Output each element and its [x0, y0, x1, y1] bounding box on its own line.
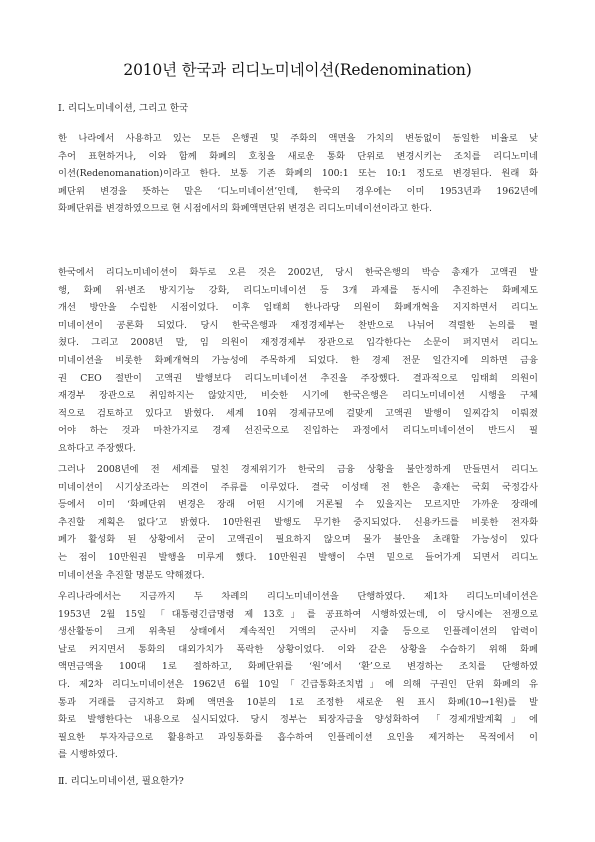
- paragraph-crisis: [58, 461, 538, 584]
- paragraph-line: 를 시행하였다.: [58, 749, 118, 761]
- paragraph-line: 적으로 검토하고 있다고 밝혔다. 세계 10위 경제규모에 걸맞게 고액권 발행이 일찌감치 이뤄졌: [58, 407, 538, 419]
- paragraph-line: 미네이션이 시기상조라는 의견이 주류를 이루었다. 결국 이성태 전 한은 총재는 국회 국정감사: [58, 481, 538, 493]
- paragraph-line: 요하다고 주장했다.: [58, 442, 136, 454]
- paragraph-line: 개선 방안을 수립한 시점이었다. 이후 임태희 한나라당 의원이 화폐개혁을 지지하면서 리디노: [58, 302, 538, 314]
- paragraph-past-redenominations: [58, 588, 538, 764]
- paragraph-line: 폐단위 변경을 뜻하는 말은 ‘디노미네이션’인데, 한국의 경우에는 이미 1953년과 1962년에: [58, 185, 538, 197]
- paragraph-line: 미네이션을 추진할 명분도 약해졌다.: [58, 569, 205, 581]
- paragraph-line: 어야 하는 것과 마찬가지로 경제 선진국으로 진입하는 과정에서 리디노미네이션이 반드시 필: [58, 425, 538, 437]
- paragraph-line: 등에서 이미 ‘화폐단위 변경은 장래 어떤 시기에 거론될 수 있을지는 모르지만 가까운 장래에: [58, 499, 538, 511]
- paragraph-line: 이션(Redenomanation)이라고 한다. 보통 기존 화폐의 100:1 또는 10:1 정도로 변경된다. 원래 화: [58, 168, 538, 180]
- paragraph-definition: [58, 130, 538, 218]
- paragraph-line: 통과 거래를 금지하고 화폐 액면을 10분의 1로 조정한 새로운 원 표시 화폐(10→1원)를 발: [58, 696, 538, 708]
- paragraph-line: 화로 발행한다는 내용으로 실시되었다. 당시 정부는 퇴장자금을 양성화하여 「경제개발계획」에: [58, 714, 538, 726]
- paragraph-line: 미네이션을 비롯한 화폐개혁의 가능성에 주목하게 되었다. 한 경제 전문 일간지에 의하면 금융: [58, 354, 538, 366]
- paragraph-line: 1953년 2월 15일 「대통령긴급명령 제 13호」를 공표하여 시행하였는데, 이 당시에는 전쟁으로: [58, 608, 538, 620]
- paragraph-line: 추진할 계획은 없다’고 밝혔다. 10만원권 발행도 무기한 중지되었다. 신용카드를 비롯한 전자화: [58, 516, 538, 528]
- paragraph-line: 그러나 2008년에 전 세계를 덮친 경제위기가 한국의 금융 상황을 불안정하게 만들면서 리디노: [58, 464, 538, 475]
- paragraph-line: 재경부 장관으로 취임하지는 않았지만, 비슷한 시기에 한국은행은 리디노미네이션 시행을 구체: [58, 390, 538, 402]
- paragraph-line: 필요한 투자자금으로 활용하고 과잉통화를 흡수하여 인플레이션 요인을 제거하는 목적에서 이: [58, 731, 538, 743]
- document-title: 2010년 한국과 리디노미네이션(Redenomination): [123, 61, 472, 79]
- paragraph-line: 쳤다. 그리고 2008년 말, 임 의원이 재정경제부 장관으로 입각한다는 소문이 퍼지면서 리디노: [58, 337, 538, 349]
- paragraph-korea-history: [58, 264, 538, 458]
- paragraph-line: 미네이션이 공론화 되었다. 당시 한국은행과 재정경제부는 찬반으로 나뉘어 격렬한 논의를 펼: [58, 319, 538, 331]
- paragraph-line: 폐가 활성화 된 상황에서 굳이 고액권이 필요하지 않으며 물가 불안을 초래할 가능성이 있다: [58, 534, 538, 546]
- paragraph-line: 행, 화폐 위·변조 방지기능 강화, 리디노미네이션 등 3개 과제를 동시에 추진하는 화폐제도: [58, 284, 538, 296]
- paragraph-line: 권 CEO 절반이 고액권 발행보다 리디노미네이션 추진을 주장했다. 결과적으로 임태희 의원이: [58, 372, 538, 384]
- paragraph-line: 생산활동이 크게 위축된 상태에서 계속적인 거액의 군사비 지출 등으로 인플레이션의 압력이: [58, 626, 538, 638]
- section-heading-2: Ⅱ. 리디노미네이션, 필요한가?: [58, 776, 184, 787]
- paragraph-line: 다. 제2차 리디노미네이션은 1962년 6월 10일「긴급통화조치법」에 의해 구권인 단위 화폐의 유: [58, 678, 538, 690]
- paragraph-line: 한 나라에서 사용하고 있는 모든 은행권 및 주화의 액면을 가치의 변동없이 동일한 비율로 낮: [58, 133, 538, 144]
- section-heading-1: Ⅰ. 리디노미네이션, 그리고 한국: [58, 103, 189, 114]
- paragraph-line: 액면금액을 100대 1로 절하하고, 화폐단위를 ‘원’에서 ‘환’으로 변경하는 조치를 단행하였: [58, 661, 538, 673]
- paragraph-line: 우리나라에서는 지금까지 두 차례의 리디노미네이션을 단행하였다. 제1차 리디노미네이션은: [58, 591, 538, 602]
- paragraph-line: 날로 커지면서 통화의 대외가치가 폭락한 상황이었다. 이와 같은 상황을 수습하기 위해 화폐: [58, 643, 538, 655]
- paragraph-line: 추어 표현하거나, 이와 함께 화폐의 호칭을 새로운 통화 단위로 변경시키는 조치를 리디노미네: [58, 150, 538, 162]
- paragraph-line: 는 점이 10만원권 발행을 미루게 했다. 10만원권 발행이 수면 밑으로 들어가게 되면서 리디노: [58, 551, 538, 563]
- paragraph-line: 한국에서 리디노미네이션이 화두로 오른 것은 2002년, 당시 한국은행의 박승 총재가 고액권 발: [58, 267, 538, 278]
- paragraph-line: 화폐단위를 변경하였으므로 현 시점에서의 화폐액면단위 변경은 리디노미네이션이라고 한다.: [58, 203, 432, 215]
